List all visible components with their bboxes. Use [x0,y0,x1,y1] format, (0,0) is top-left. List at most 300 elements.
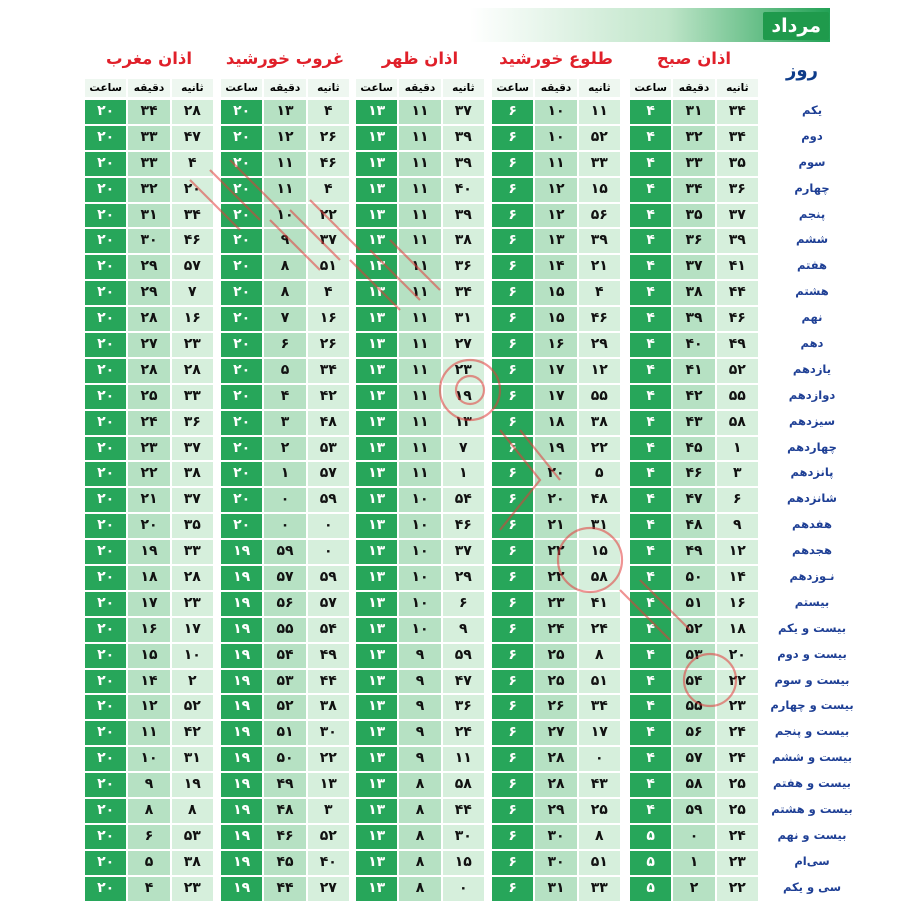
minute-cell: ۱۱ [399,152,440,176]
minute-cell: ۱۱ [399,229,440,253]
hour-cell: ۴ [630,204,671,228]
hour-cell: ۴ [630,100,671,124]
minute-cell: ۵۳ [673,644,714,668]
table-row [220,100,350,124]
minute-cell: ۸ [264,255,305,279]
table-row [491,229,621,253]
table-row [84,100,214,124]
second-cell: ۲۷ [308,877,349,901]
table-row [84,462,214,486]
second-subheader: ثانیه [172,79,213,97]
table-row [220,152,350,176]
table-row [84,229,214,253]
table-row [84,152,214,176]
table-row [220,178,350,202]
table-row [491,721,621,745]
hour-cell: ۱۳ [356,799,397,823]
table-row [355,540,485,564]
table-row [491,592,621,616]
hour-cell: ۴ [630,385,671,409]
hour-cell: ۲۰ [85,385,126,409]
minute-cell: ۶ [128,825,169,849]
minute-cell: ۳۲ [673,126,714,150]
minute-cell: ۲۹ [535,799,576,823]
second-cell: ۳۹ [443,152,484,176]
second-cell: ۱۹ [443,385,484,409]
hour-cell: ۶ [492,540,533,564]
hour-cell: ۱۳ [356,307,397,331]
table-row [491,540,621,564]
hour-cell: ۴ [630,747,671,771]
minute-cell: ۲۵ [535,670,576,694]
second-cell: ۳۶ [443,695,484,719]
second-cell: ۵۷ [172,255,213,279]
second-cell: ۵۲ [717,359,758,383]
table-row [84,359,214,383]
hour-cell: ۶ [492,411,533,435]
hour-cell: ۱۳ [356,773,397,797]
table-row [220,618,350,642]
minute-cell: ۲۴ [535,618,576,642]
hour-cell: ۲۰ [85,695,126,719]
table-row [355,100,485,124]
minute-cell: ۲۳ [535,592,576,616]
table-row [84,540,214,564]
hour-cell: ۲۰ [221,437,262,461]
hour-cell: ۲۰ [85,178,126,202]
second-cell: ۲۲ [717,877,758,901]
second-cell: ۱۵ [443,851,484,875]
second-cell: ۴۴ [443,799,484,823]
second-cell: ۳۹ [443,204,484,228]
table-row [355,799,485,823]
minute-cell: ۱۰ [399,488,440,512]
minute-cell: ۳۰ [128,229,169,253]
minute-cell: ۲۵ [535,644,576,668]
minute-cell: ۳۷ [673,255,714,279]
minute-cell: ۶ [264,333,305,357]
minute-cell: ۱۱ [399,281,440,305]
hour-cell: ۴ [630,152,671,176]
second-cell: ۳۹ [579,229,620,253]
hour-cell: ۲۰ [85,747,126,771]
second-cell: ۴ [172,152,213,176]
table-row [355,670,485,694]
second-cell: ۴۱ [579,592,620,616]
second-cell: ۰ [308,514,349,538]
table-row [355,411,485,435]
hour-cell: ۱۹ [221,721,262,745]
hour-cell: ۱۹ [221,877,262,901]
second-cell: ۲۳ [443,359,484,383]
table-row [355,825,485,849]
second-cell: ۳۷ [172,437,213,461]
table-row [355,281,485,305]
second-cell: ۵۴ [443,488,484,512]
second-cell: ۳۳ [579,877,620,901]
table-row [629,695,759,719]
minute-cell: ۳۴ [128,100,169,124]
minute-cell: ۳۶ [673,229,714,253]
hour-cell: ۶ [492,618,533,642]
hour-cell: ۲۰ [221,488,262,512]
minute-cell: ۱۱ [399,462,440,486]
table-row [220,695,350,719]
minute-cell: ۴۵ [264,851,305,875]
second-cell: ۳۷ [443,100,484,124]
table-row [629,721,759,745]
table-row [355,462,485,486]
table-row [491,488,621,512]
second-cell: ۲۰ [717,644,758,668]
hour-cell: ۴ [630,307,671,331]
hour-cell: ۲۰ [221,204,262,228]
hour-cell: ۲۰ [221,152,262,176]
second-cell: ۳۹ [443,126,484,150]
subheader-row [355,79,485,97]
table-row [629,644,759,668]
second-cell: ۱۳ [308,773,349,797]
subheader-row [84,79,214,97]
hour-cell: ۱۹ [221,773,262,797]
table-row [491,333,621,357]
day-label: بیست و ششم [771,750,853,765]
day-label: بیست و دوم [777,646,847,661]
hour-cell: ۴ [630,721,671,745]
hour-cell: ۴ [630,695,671,719]
day-label: هشتم [795,284,829,299]
second-cell: ۴۰ [308,851,349,875]
minute-cell: ۲ [673,877,714,901]
second-cell: ۲۵ [717,773,758,797]
table-row [355,851,485,875]
minute-cell: ۱۴ [128,670,169,694]
minute-cell: ۲۸ [535,747,576,771]
table-row [629,618,759,642]
minute-cell: ۱۱ [399,359,440,383]
day-label: ششم [795,232,829,247]
table-row [84,877,214,901]
second-cell: ۲۱ [579,255,620,279]
second-cell: ۲۴ [717,825,758,849]
minute-cell: ۸ [264,281,305,305]
hour-cell: ۱۳ [356,462,397,486]
table-row [491,204,621,228]
day-label: بیست و نهم [777,827,847,842]
hour-cell: ۲۰ [85,462,126,486]
minute-cell: ۲۹ [128,281,169,305]
table-row [84,281,214,305]
second-cell: ۱ [717,437,758,461]
table-row [491,644,621,668]
second-cell: ۳۰ [443,825,484,849]
second-cell: ۰ [579,747,620,771]
second-cell: ۳۴ [443,281,484,305]
second-cell: ۲۳ [172,877,213,901]
table-row [220,644,350,668]
hour-cell: ۱۹ [221,540,262,564]
minute-cell: ۱۱ [399,100,440,124]
subheader-row [220,79,350,97]
table-row [84,255,214,279]
hour-cell: ۲۰ [221,255,262,279]
minute-cell: ۳۱ [128,204,169,228]
minute-cell: ۲۶ [535,695,576,719]
table-row [84,333,214,357]
table-row [629,281,759,305]
table-row [84,307,214,331]
second-cell: ۲۵ [579,799,620,823]
second-cell: ۱۹ [172,773,213,797]
minute-cell: ۲۷ [128,333,169,357]
second-cell: ۱۷ [579,721,620,745]
second-cell: ۱۱ [579,100,620,124]
second-cell: ۲۶ [308,333,349,357]
hour-cell: ۶ [492,695,533,719]
hour-cell: ۱۳ [356,877,397,901]
second-cell: ۳۴ [717,100,758,124]
table-row [491,255,621,279]
hour-cell: ۱۹ [221,747,262,771]
hour-cell: ۲۰ [85,152,126,176]
second-cell: ۵۱ [308,255,349,279]
minute-cell: ۰ [264,488,305,512]
second-cell: ۳۴ [579,695,620,719]
hour-cell: ۶ [492,825,533,849]
second-cell: ۲۳ [172,333,213,357]
hour-subheader: ساعت [221,79,262,97]
second-cell: ۵۳ [308,437,349,461]
table-row [220,566,350,590]
table-row [84,618,214,642]
table-row [629,385,759,409]
second-cell: ۴۶ [579,307,620,331]
second-cell: ۱۵ [579,178,620,202]
minute-cell: ۴ [128,877,169,901]
second-cell: ۳۴ [308,359,349,383]
second-cell: ۳۰ [308,721,349,745]
hour-subheader: ساعت [356,79,397,97]
table-row [84,747,214,771]
hour-cell: ۴ [630,799,671,823]
hour-cell: ۶ [492,229,533,253]
table-row [220,385,350,409]
hour-cell: ۲۰ [85,411,126,435]
second-cell: ۱۴ [717,566,758,590]
hour-cell: ۱۳ [356,126,397,150]
table-row [491,385,621,409]
minute-cell: ۵۸ [673,773,714,797]
minute-cell: ۴۷ [673,488,714,512]
table-row [629,488,759,512]
table-row [220,333,350,357]
second-cell: ۵۸ [717,411,758,435]
day-label: بیست و هشتم [771,802,853,817]
hour-cell: ۱۹ [221,799,262,823]
hour-cell: ۶ [492,152,533,176]
minute-cell: ۵ [128,851,169,875]
minute-cell: ۴ [264,385,305,409]
day-label: هجدهم [792,543,832,558]
second-cell: ۳۴ [172,204,213,228]
minute-cell: ۸ [399,851,440,875]
minute-cell: ۲۷ [535,721,576,745]
hour-cell: ۴ [630,255,671,279]
hour-cell: ۵ [630,877,671,901]
minute-cell: ۱۷ [535,385,576,409]
table-row [355,126,485,150]
table-row [629,307,759,331]
table-row [220,670,350,694]
minute-cell: ۱۰ [535,100,576,124]
minute-cell: ۳۹ [673,307,714,331]
second-cell: ۳۱ [172,747,213,771]
hour-cell: ۶ [492,100,533,124]
hour-cell: ۲۰ [221,100,262,124]
hour-cell: ۶ [492,877,533,901]
minute-cell: ۲۵ [128,385,169,409]
day-label: سیزدهم [788,413,836,428]
second-cell: ۵۸ [443,773,484,797]
minute-cell: ۹ [399,695,440,719]
table-row [355,152,485,176]
hour-cell: ۱۳ [356,695,397,719]
hour-cell: ۵ [630,825,671,849]
table-row [629,514,759,538]
table-row [220,514,350,538]
minute-cell: ۹ [399,747,440,771]
second-cell: ۴۶ [172,229,213,253]
table-row [355,747,485,771]
minute-cell: ۸ [399,799,440,823]
table-row [629,851,759,875]
table-row [491,126,621,150]
hour-cell: ۱۳ [356,359,397,383]
second-cell: ۲۳ [717,851,758,875]
hour-cell: ۱۳ [356,747,397,771]
minute-subheader: دقیقه [264,79,305,97]
minute-cell: ۲۲ [128,462,169,486]
second-cell: ۴۸ [579,488,620,512]
second-cell: ۳۱ [443,307,484,331]
hour-cell: ۶ [492,255,533,279]
table-row [220,437,350,461]
minute-cell: ۳۳ [673,152,714,176]
minute-cell: ۱۳ [535,229,576,253]
minute-cell: ۵۴ [264,644,305,668]
table-row [355,644,485,668]
second-cell: ۵۹ [308,488,349,512]
table-row [355,592,485,616]
hour-cell: ۲۰ [85,488,126,512]
second-cell: ۴۶ [717,307,758,331]
table-row [491,825,621,849]
second-cell: ۴ [308,281,349,305]
minute-cell: ۱۵ [128,644,169,668]
minute-cell: ۳۰ [535,825,576,849]
table-row [491,566,621,590]
table-row [491,747,621,771]
table-row [84,592,214,616]
second-cell: ۵۲ [172,695,213,719]
hour-cell: ۲۰ [85,618,126,642]
hour-cell: ۱۳ [356,255,397,279]
second-cell: ۲۷ [443,333,484,357]
minute-cell: ۲۸ [535,773,576,797]
day-label: بیست و پنجم [774,724,850,739]
hour-cell: ۲۰ [85,877,126,901]
second-cell: ۳۳ [579,152,620,176]
second-subheader: ثانیه [443,79,484,97]
minute-cell: ۲۴ [128,411,169,435]
second-cell: ۳۸ [172,462,213,486]
table-row [629,255,759,279]
day-label: بیست و یکم [777,620,847,635]
group-title: اذان مغرب [106,49,192,68]
minute-cell: ۱۰ [535,126,576,150]
table-row [355,385,485,409]
second-cell: ۹ [443,618,484,642]
second-cell: ۵۷ [308,462,349,486]
table-row [355,255,485,279]
table-row [220,747,350,771]
minute-cell: ۱۸ [128,566,169,590]
table-row [220,359,350,383]
hour-cell: ۶ [492,592,533,616]
group-title: طلوع خورشید [499,49,613,68]
hour-cell: ۶ [492,204,533,228]
minute-cell: ۳۱ [535,877,576,901]
table-row [629,411,759,435]
table-row [491,799,621,823]
minute-cell: ۱۷ [535,359,576,383]
second-cell: ۵ [579,462,620,486]
hour-cell: ۱۹ [221,670,262,694]
table-row [84,670,214,694]
table-row [84,851,214,875]
minute-cell: ۵۳ [264,670,305,694]
table-row [220,411,350,435]
table-row [84,126,214,150]
minute-cell: ۵۷ [673,747,714,771]
day-label: بیستم [794,594,830,609]
second-cell: ۱۷ [172,618,213,642]
table-row [84,695,214,719]
table-row [629,670,759,694]
minute-cell: ۳۸ [673,281,714,305]
table-row [491,851,621,875]
table-row [355,307,485,331]
minute-cell: ۱۵ [535,281,576,305]
hour-cell: ۶ [492,333,533,357]
table-row [491,437,621,461]
second-cell: ۱۱ [443,747,484,771]
group-title: اذان ظهر [381,49,459,68]
minute-cell: ۱۲ [128,695,169,719]
minute-cell: ۲۸ [128,359,169,383]
second-cell: ۴۶ [308,152,349,176]
table-row [84,411,214,435]
table-row [491,618,621,642]
table-row [84,566,214,590]
second-cell: ۶ [717,488,758,512]
second-cell: ۷ [443,437,484,461]
hour-cell: ۶ [492,773,533,797]
minute-cell: ۱۱ [399,411,440,435]
hour-cell: ۴ [630,462,671,486]
second-cell: ۴۷ [443,670,484,694]
minute-cell: ۵۰ [264,747,305,771]
